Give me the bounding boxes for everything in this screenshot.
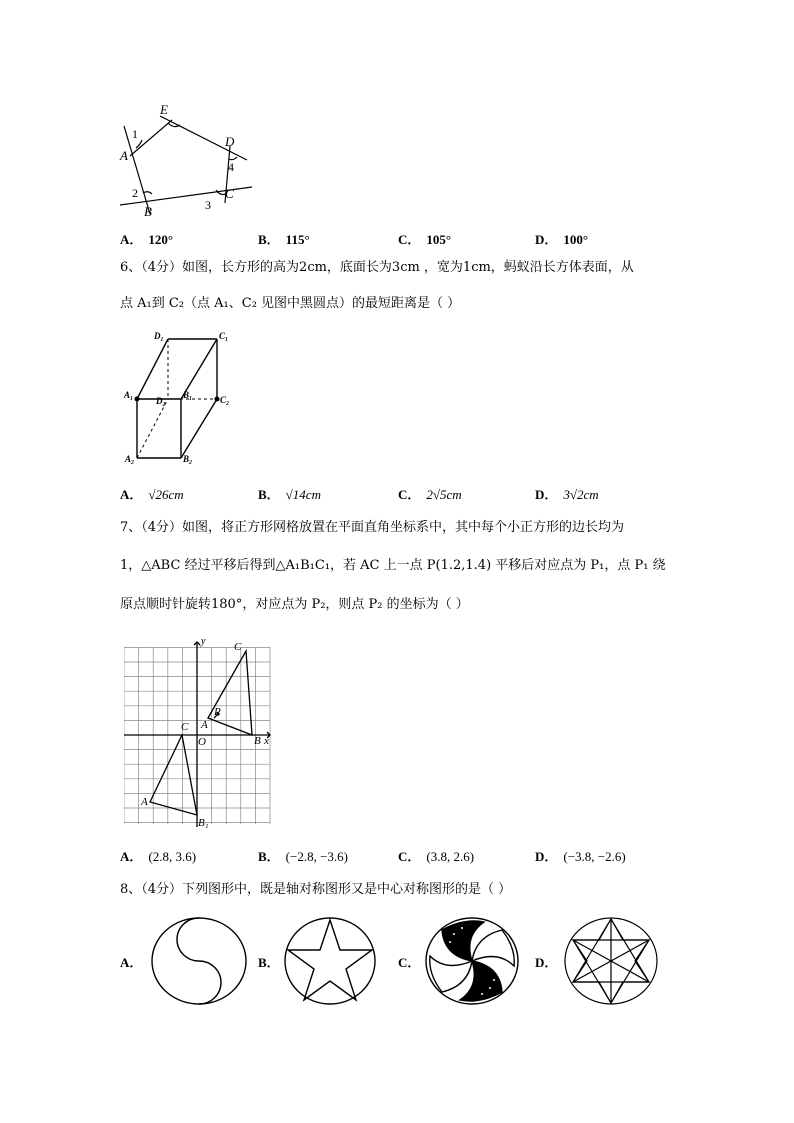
q7-stem-line2: 1，△ABC 经过平移后得到△A₁B₁C₁，若 AC 上一点 P(1.2,1.4) 平移后对应点为 P₁，点 P₁ 绕 xyxy=(120,558,666,573)
q8-option-d[interactable]: D． xyxy=(535,955,558,970)
cuboid-figure xyxy=(120,327,240,467)
q5-option-c[interactable]: C． 105° xyxy=(398,232,452,247)
vertex-D: D xyxy=(225,134,235,149)
axis-x-label: x xyxy=(264,735,269,747)
q5-option-a[interactable]: A． 120° xyxy=(120,232,174,247)
pentagon-figure xyxy=(112,98,257,220)
q7-stem-line3: 原点顺时针旋转180°，对应点为 P₂，则点 P₂ 的坐标为（ ） xyxy=(120,597,469,612)
label-D2: D₂ xyxy=(156,396,166,406)
q7-option-b[interactable]: B． (−2.8, −3.6) xyxy=(258,849,348,864)
vertex-C: C xyxy=(225,186,234,201)
q6-stem-line1: 6、（4分）如图，长方形的高为2cm，底面长为3cm ，宽为1cm，蚂蚁沿长方体表面，从 xyxy=(120,260,634,275)
label-B2: B₂ xyxy=(183,454,193,464)
q5-option-d[interactable]: D． 100° xyxy=(535,232,589,247)
q7-option-c[interactable]: C． (3.8, 2.6) xyxy=(398,849,475,864)
q5-option-b[interactable]: B． 115° xyxy=(258,232,310,247)
label-A1: A xyxy=(141,796,148,808)
label-B: B xyxy=(254,735,261,747)
axis-y-label: y xyxy=(201,636,206,647)
label-A1: A₁ xyxy=(124,390,134,400)
q6-option-c[interactable]: C． 2√5cm xyxy=(398,487,462,502)
q8-option-c[interactable]: C． xyxy=(398,955,421,970)
vertex-B: B xyxy=(144,204,152,219)
hexagram-in-circle-icon xyxy=(563,916,659,1006)
angle-1: 1 xyxy=(132,127,138,141)
q6-option-d[interactable]: D． 3√2cm xyxy=(535,487,599,502)
label-D1: D₁ xyxy=(154,331,164,341)
q8-stem-line1: 8、（4分）下列图形中，既是轴对称图形又是中心对称图形的是（ ） xyxy=(120,882,512,897)
angle-3: 3 xyxy=(205,198,211,212)
vertex-A: A xyxy=(120,148,128,163)
label-C1: C xyxy=(181,721,189,733)
q8-option-a[interactable]: A． xyxy=(120,955,143,970)
label-C: C xyxy=(234,641,242,653)
label-O: O xyxy=(198,736,206,748)
label-B1: B₁ xyxy=(198,817,209,829)
q6-option-a[interactable]: A． √26cm xyxy=(120,487,184,502)
label-A2: A₂ xyxy=(125,454,135,464)
label-C1: C₁ xyxy=(219,331,229,341)
q7-stem-line1: 7、（4分）如图，将正方形网格放置在平面直角坐标系中，其中每个小正方形的边长均为 xyxy=(120,520,625,535)
q8-option-b[interactable]: B． xyxy=(258,955,280,970)
label-A: A xyxy=(201,719,208,731)
angle-2: 2 xyxy=(132,186,138,200)
pinwheel-circle-icon xyxy=(424,916,520,1006)
q7-option-d[interactable]: D． (−3.8, −2.6) xyxy=(535,849,626,864)
vertex-E: E xyxy=(160,102,168,117)
star-in-circle-icon xyxy=(283,916,377,1006)
angle-4: 4 xyxy=(228,160,234,174)
coordinate-grid-figure xyxy=(124,632,274,832)
label-B1: B₁ xyxy=(183,390,193,400)
label-C2: C₂ xyxy=(220,395,230,405)
q6-option-b[interactable]: B． √14cm xyxy=(258,487,321,502)
yin-yang-circle-icon xyxy=(150,916,248,1006)
q7-option-a[interactable]: A． (2.8, 3.6) xyxy=(120,849,197,864)
q6-stem-line2: 点 A₁到 C₂（点 A₁、C₂ 见图中黑圆点）的最短距离是（ ） xyxy=(120,296,461,311)
label-P: P xyxy=(214,706,221,718)
